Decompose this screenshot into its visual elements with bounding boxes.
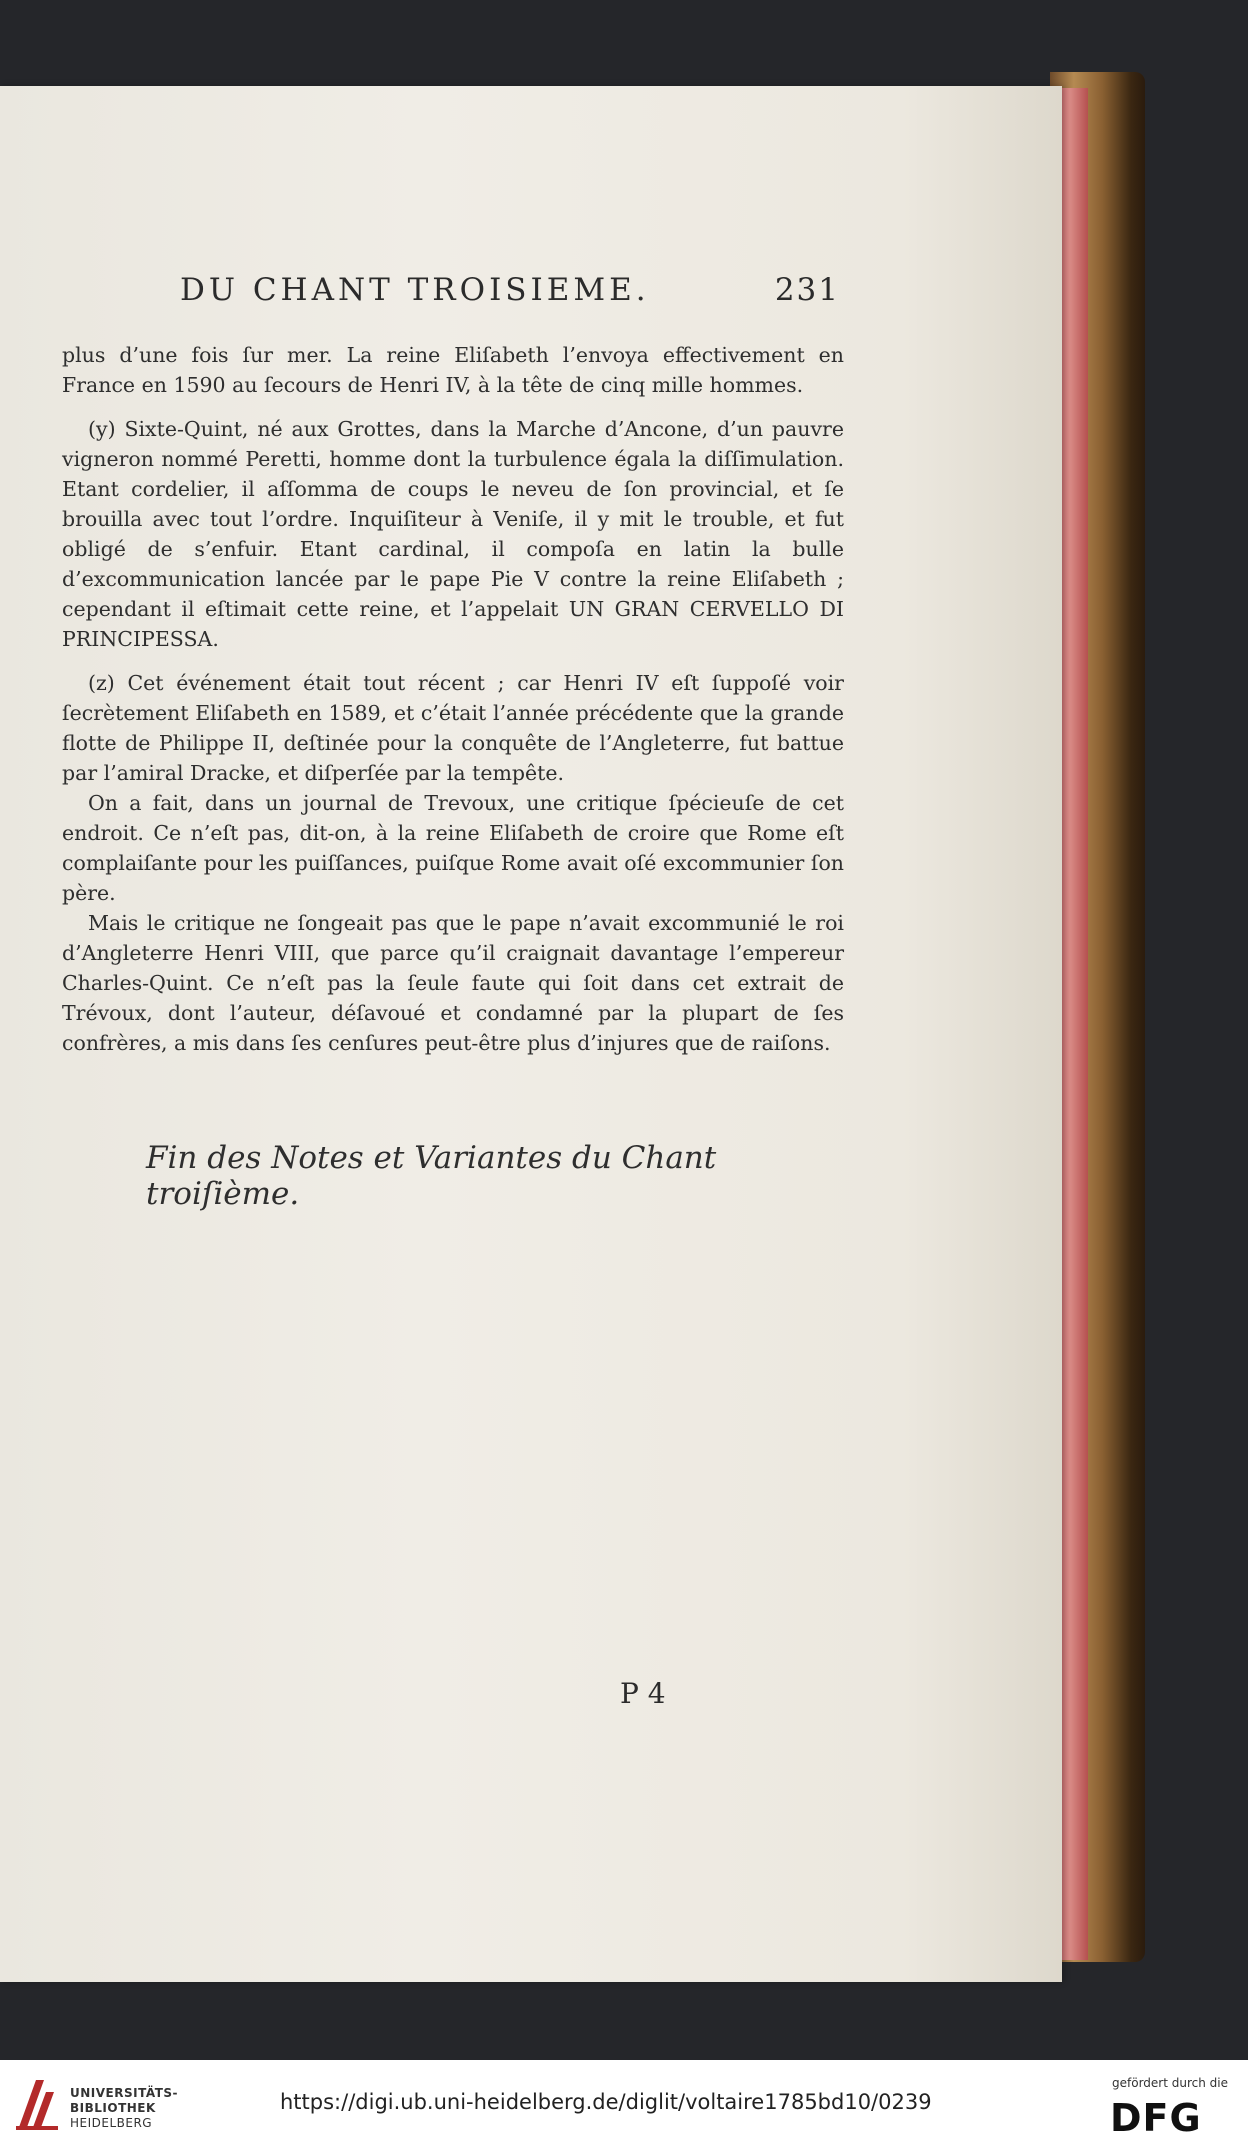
signature-mark: P 4: [620, 1677, 666, 1710]
viewer-footer: [0, 2060, 1248, 2149]
paragraph: Mais le critique ne ſongeait pas que le pape n’avait excommunié le roi d’Angleterre Henri VIII, que parce qu’il craignait davantage l’empereur Charles-Quint. Ce n’eſt pas la ſeule faute qui ſoit dans cet extrait de Trévoux, dont l’auteur, déſavoué et condamné par la plupart de ſes confrères, a mis dans ſes cenſures peut-être plus d’injures que de raiſons.: [62, 911, 844, 1055]
ub-heidelberg-logo-icon: [14, 2074, 60, 2134]
body-text: [62, 340, 844, 1058]
paragraph: On a fait, dans un journal de Trevoux, une critique ſpécieuſe de cet endroit. Ce n’eſt pas, dit-on, à la reine Eliſabeth de croire que Rome eſt complaiſante pour les puiſſances, puiſque Rome avait oſé excommunier ſon père.: [62, 791, 844, 905]
library-name: UNIVERSITÄTS- BIBLIOTHEK HEIDELBERG: [70, 2086, 179, 2130]
dfg-logo: DFG: [1110, 2096, 1202, 2140]
running-head: [180, 272, 840, 312]
paragraph: plus d’une fois ſur mer. La reine Eliſabeth l’envoya effectivement en France en 1590 au ſecours de Henri IV, à la tête de cinq mille hommes.: [62, 343, 844, 397]
running-title: DU CHANT TROISIEME.: [180, 272, 650, 308]
permalink-url[interactable]: https://digi.ub.uni-heidelberg.de/diglit/voltaire1785bd10/0239: [280, 2090, 932, 2114]
paragraph: (z) Cet événement était tout récent ; car Henri IV eſt ſuppoſé voir ſecrètement Eliſabeth en 1589, et c’était l’année précédente que la grande flotte de Philippe II, deſtinée pour la conquête de l’Angleterre, fut battue par l’amiral Dracke, et diſperſée par la tempête.: [62, 671, 844, 785]
funded-by-label: gefördert durch die: [1112, 2076, 1228, 2090]
paragraph: (y) Sixte-Quint, né aux Grottes, dans la Marche d’Ancone, d’un pauvre vigneron nommé Peretti, homme dont la turbulence égala la diſſimulation. Etant cordelier, il aſſomma de coups le neveu de ſon provincial, et ſe brouilla avec tout l’ordre. Inquiſiteur à Veniſe, il y mit le trouble, et fut obligé de s’enfuir. Etant cardinal, il compoſa en latin la bulle d’excommunication lancée par le pape Pie V contre la reine Eliſabeth ; cependant il eſtimait cette reine, et l’appelait UN GRAN CERVELLO DI PRINCIPESSA.: [62, 417, 844, 651]
red-page-edges: [1058, 88, 1088, 1960]
closing-line: Fin des Notes et Variantes du Chant troiſième.: [146, 1140, 717, 1212]
page-number: 231: [774, 272, 840, 308]
